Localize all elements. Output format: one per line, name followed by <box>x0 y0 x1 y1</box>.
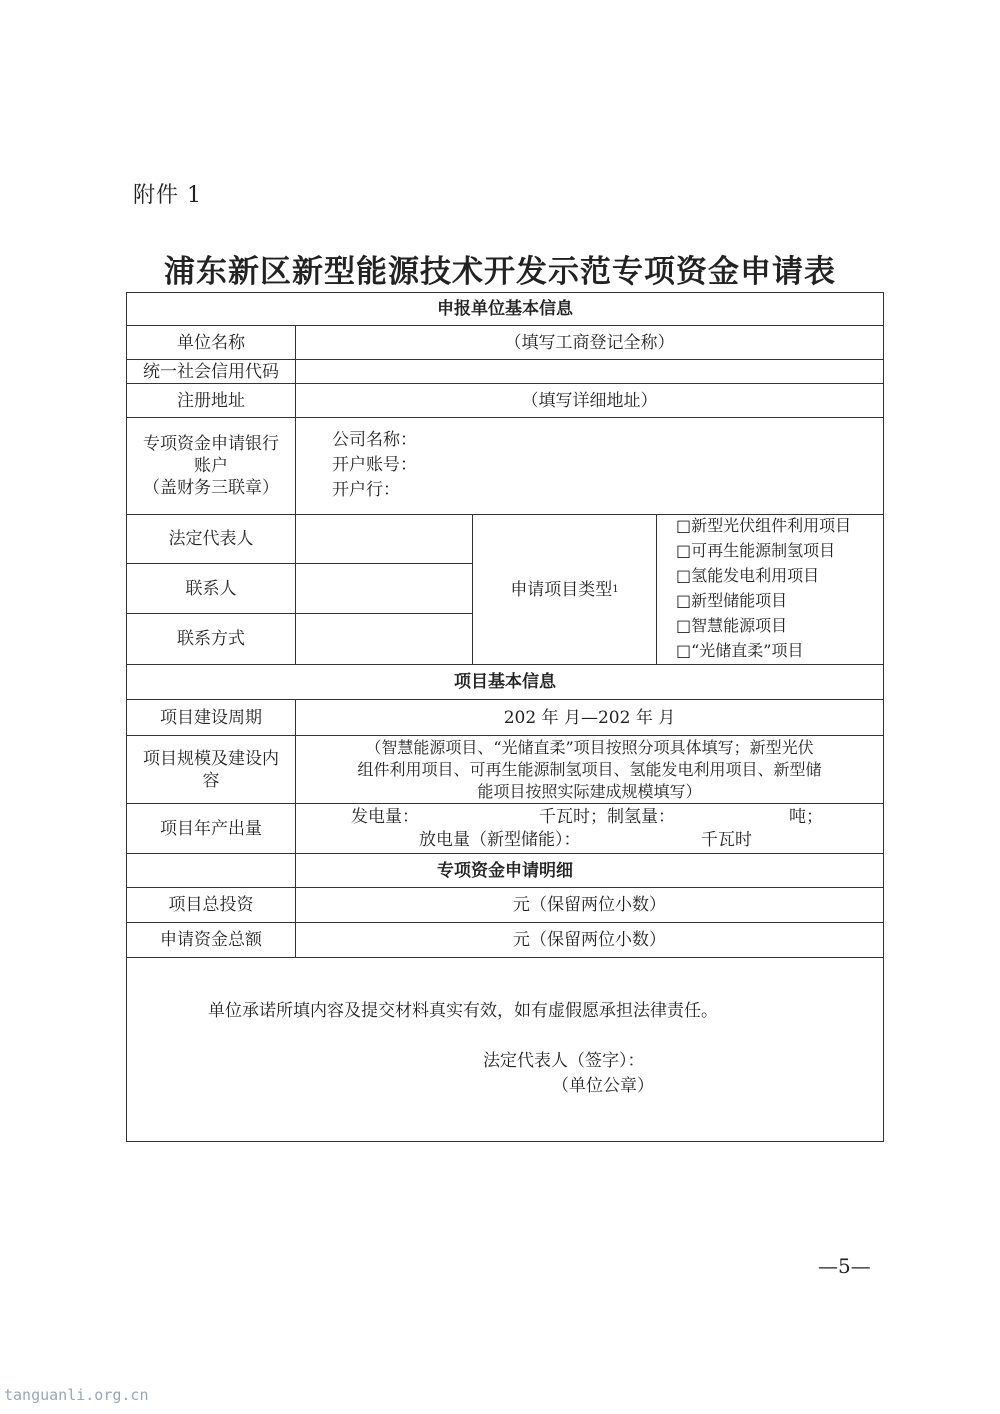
option-pv-modules[interactable]: □新型光伏组件利用项目 <box>676 516 852 535</box>
total-investment-label: 项目总投资 <box>168 895 254 915</box>
company-name-field[interactable]: 公司名称： <box>332 430 417 450</box>
seal-field[interactable]: （单位公章） <box>552 1076 654 1096</box>
scale-label-line: 项目规模及建设内 <box>143 748 279 769</box>
bank-account-fields[interactable] <box>332 428 732 508</box>
legal-rep-label: 法定代表人 <box>168 529 254 549</box>
scale-hint-line: 能项目按照实际建成规模填写） <box>477 781 702 801</box>
page-number: —5— <box>818 1254 871 1278</box>
contact-info-label: 联系方式 <box>177 629 245 649</box>
bank-label-line: 专项资金申请银行 <box>143 434 279 454</box>
bank-name-field[interactable]: 开户行： <box>332 480 400 500</box>
watermark: tanguanli.org.cn <box>4 1386 149 1404</box>
power-generation-field: 发电量： <box>351 807 419 827</box>
contact-person-field[interactable] <box>296 564 472 613</box>
scale-hint-line: 组件利用项目、可再生能源制氢项目、氢能发电利用项目、新型储 <box>357 759 822 779</box>
attachment-label: 附件 1 <box>133 183 202 208</box>
form-title: 浦东新区新型能源技术开发示范专项资金申请表 <box>164 254 836 290</box>
project-type-options <box>676 513 882 665</box>
bank-account-label <box>127 418 295 514</box>
scale-hint-line: （智慧能源项目、“光储直柔”项目按照分项具体填写；新型光伏 <box>365 737 814 757</box>
commitment-text: 单位承诺所填内容及提交材料真实有效，如有虚假愿承担法律责任。 <box>208 1001 718 1021</box>
option-energy-storage[interactable]: □新型储能项目 <box>676 591 788 610</box>
contact-info-field[interactable] <box>296 614 472 664</box>
address-field[interactable]: （填写详细地址） <box>521 390 658 411</box>
option-pedf[interactable]: □“光储直柔”项目 <box>676 641 804 660</box>
hydrogen-production-field: 千瓦时；制氢量： <box>539 807 675 827</box>
contact-person-label: 联系人 <box>185 578 237 599</box>
project-scale-label <box>127 736 295 803</box>
signature-field[interactable]: 法定代表人（签字）： <box>483 1051 645 1071</box>
commitment-section <box>127 958 883 1141</box>
total-investment-field[interactable]: 元（保留两位小数） <box>513 895 666 915</box>
ton-unit: 吨； <box>789 807 823 827</box>
construction-period-label: 项目建设周期 <box>160 707 262 728</box>
construction-period-field[interactable]: 202 年 月—202 年 月 <box>503 707 676 728</box>
account-number-field[interactable]: 开户账号： <box>332 455 417 475</box>
project-type-label <box>473 515 656 664</box>
section-basic-info-heading: 申报单位基本信息 <box>437 299 573 319</box>
scale-label-line: 容 <box>202 770 220 791</box>
section-project-info-heading: 项目基本信息 <box>454 672 556 692</box>
legal-rep-field[interactable] <box>296 515 472 563</box>
apply-amount-field[interactable]: 元（保留两位小数） <box>513 930 666 950</box>
apply-amount-label: 申请资金总额 <box>160 930 262 950</box>
kwh-unit: 千瓦时 <box>701 830 752 850</box>
address-label: 注册地址 <box>177 390 245 411</box>
section-funding-heading: 专项资金申请明细 <box>437 860 573 881</box>
credit-code-field[interactable] <box>296 360 883 383</box>
project-scale-field[interactable] <box>296 736 883 803</box>
option-smart-energy[interactable]: □智慧能源项目 <box>676 616 788 635</box>
option-hydrogen-production[interactable]: □可再生能源制氢项目 <box>676 541 836 560</box>
credit-code-label: 统一社会信用代码 <box>143 361 279 382</box>
unit-name-label: 单位名称 <box>177 332 245 353</box>
annual-output-label: 项目年产出量 <box>160 818 262 839</box>
discharge-field: 放电量（新型储能）： <box>419 830 581 850</box>
bank-label-line: （盖财务三联章） <box>143 478 279 498</box>
annual-output-field[interactable] <box>296 804 883 853</box>
footnote-marker: 1 <box>612 583 619 595</box>
unit-name-field[interactable]: （填写工商登记全称） <box>504 332 675 353</box>
option-hydrogen-power[interactable]: □氢能发电利用项目 <box>676 566 820 585</box>
project-type-label-text: 申请项目类型 <box>510 579 613 600</box>
bank-label-line: 账户 <box>194 456 228 476</box>
